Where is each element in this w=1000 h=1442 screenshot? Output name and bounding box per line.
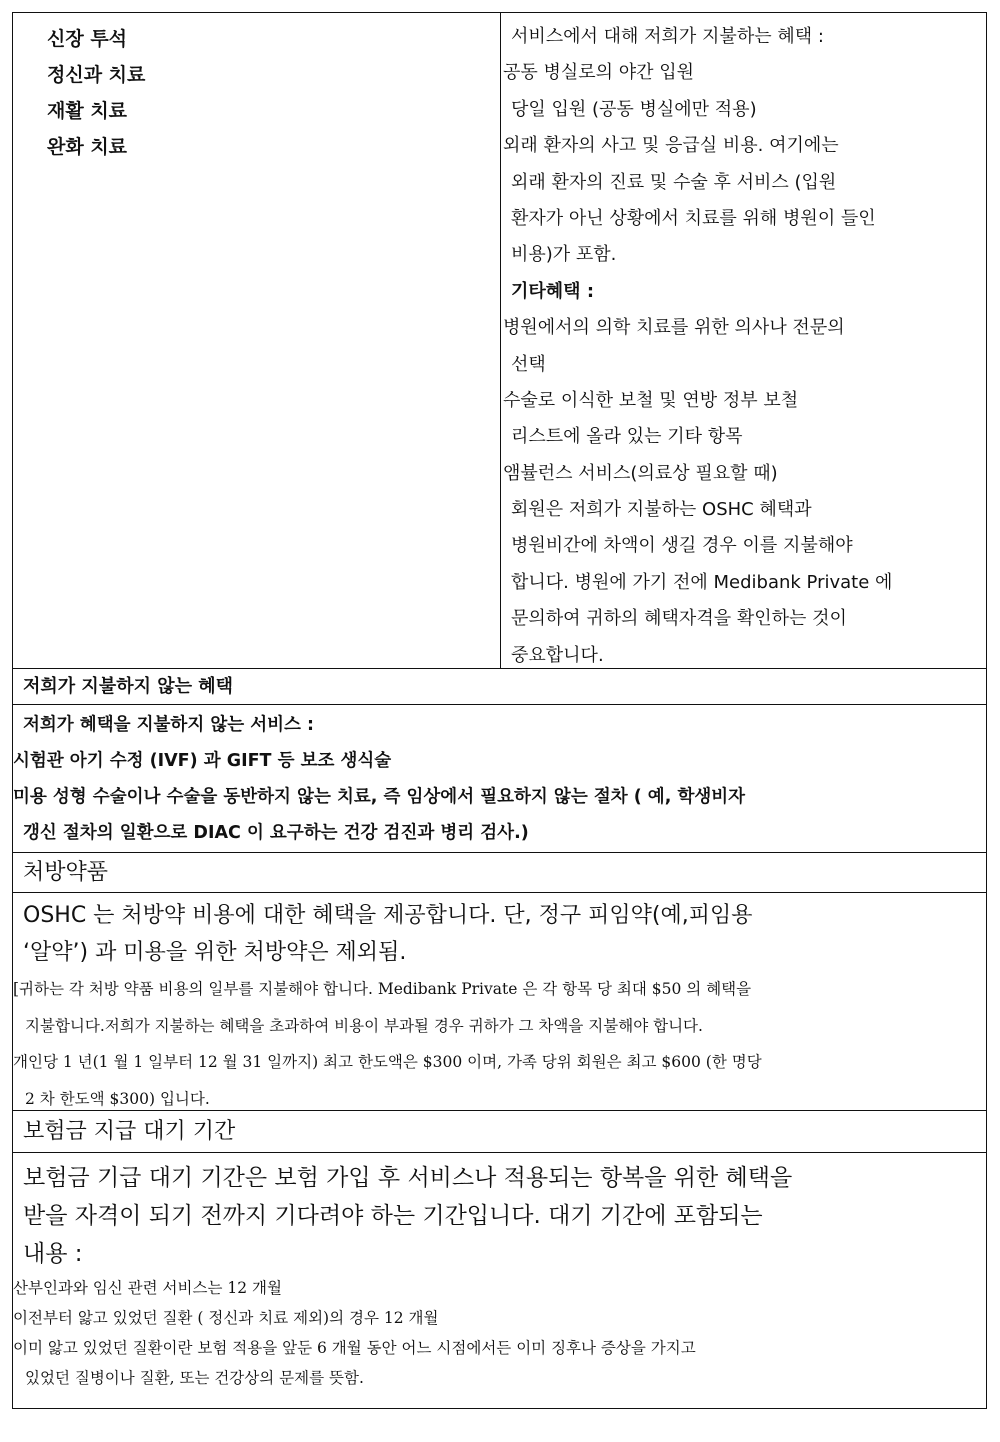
- service-item-psychiatric: 정신과 치료: [47, 64, 146, 86]
- paid-line: 외래 환자의 사고 및 응급실 비용. 여기에는: [503, 135, 839, 157]
- waiting-text: 받을 자격이 되기 전까지 기다려야 하는 기간입니다. 대기 기간에 포함되는: [23, 1203, 763, 1229]
- waiting-note: 산부인과와 임신 관련 서비스는 12 개월: [13, 1279, 282, 1297]
- paid-line: 중요합니다.: [511, 644, 604, 666]
- paid-line: 병원에서의 의학 치료를 위한 의사나 전문의: [503, 317, 845, 339]
- paid-line: 외래 환자의 진료 및 수술 후 서비스 (입원: [511, 171, 837, 193]
- waiting-note: 있었던 질병이나 질환, 또는 건강상의 문제를 뜻함.: [25, 1369, 364, 1387]
- service-item-rehab: 재활 치료: [47, 100, 128, 122]
- paid-line: 당일 입원 (공동 병실에만 적용): [511, 98, 757, 120]
- prescription-text: ‘알약’) 과 미용을 위한 처방약은 제외됨.: [23, 940, 407, 965]
- other-benefits-heading: 기타혜택 :: [511, 280, 595, 302]
- paid-line: 공동 병실로의 야간 입원: [503, 62, 695, 84]
- document-table: [12, 12, 987, 1409]
- paid-intro: 서비스에서 대해 저희가 지불하는 혜택 :: [511, 26, 824, 47]
- paid-line: 수술로 이식한 보철 및 연방 정부 보철: [503, 389, 799, 411]
- paid-benefits-detail: [501, 13, 986, 668]
- paid-line: 환자가 아닌 상황에서 치료를 위해 병원이 들인: [511, 207, 876, 229]
- not-paid-item: 시험관 아기 수정 (IVF) 과 GIFT 등 보조 생식술: [13, 751, 392, 771]
- not-paid-item: 갱신 절차의 일환으로 DIAC 이 요구하는 건강 검진과 병리 검사.): [23, 823, 529, 843]
- covered-services-list: [13, 13, 501, 668]
- paid-line: 문의하여 귀하의 혜택자격을 확인하는 것이: [511, 608, 847, 630]
- prescription-text: OSHC 는 처방약 비용에 대한 혜택을 제공합니다. 단, 정구 피임약(예,피임용: [23, 903, 753, 928]
- paid-line: 앰뷸런스 서비스(의료상 필요할 때): [503, 462, 778, 484]
- prescription-note: [귀하는 각 처방 약품 비용의 일부를 지불해야 합니다. Medibank Private 은 각 항목 당 최대 $50 의 혜택을: [13, 980, 752, 998]
- paid-line: 회원은 저희가 지불하는 OSHC 혜택과: [511, 499, 812, 521]
- paid-line: 비용)가 포함.: [511, 244, 617, 266]
- prescription-note: 지불합니다.저희가 지불하는 혜택을 초과하여 비용이 부과될 경우 귀하가 그 차액을 지불해야 합니다.: [25, 1016, 703, 1035]
- service-item-palliative: 완화 치료: [47, 136, 128, 158]
- not-paid-heading: 저희가 지불하지 않는 혜택: [13, 669, 986, 705]
- waiting-note: 이미 앓고 있었던 질환이란 보험 적용을 앞둔 6 개월 동안 어느 시점에서든 이미 징후나 증상을 가지고: [13, 1339, 696, 1357]
- prescription-heading: 처방약품: [13, 853, 986, 893]
- waiting-period-section: [13, 1153, 986, 1408]
- benefits-row: [13, 13, 986, 669]
- prescription-note: 개인당 1 년(1 월 1 일부터 12 월 31 일까지) 최고 한도액은 $300 이며, 가족 당위 회원은 최고 $600 (한 명당: [13, 1053, 762, 1071]
- not-paid-section: [13, 705, 986, 853]
- paid-line: 병원비간에 차액이 생길 경우 이를 지불해야: [511, 535, 853, 557]
- waiting-text: 내용 :: [23, 1241, 83, 1267]
- not-paid-item: 미용 성형 수술이나 수술을 동반하지 않는 치료, 즉 임상에서 필요하지 않는 절차 ( 예, 학생비자: [13, 787, 746, 807]
- waiting-text: 보험금 기급 대기 기간은 보험 가입 후 서비스나 적용되는 항복을 위한 혜택을: [23, 1165, 793, 1191]
- paid-line: 합니다. 병원에 가기 전에 Medibank Private 에: [511, 571, 893, 593]
- prescription-note: 2 차 한도액 $300) 입니다.: [25, 1089, 210, 1108]
- paid-line: 리스트에 올라 있는 기타 항목: [511, 426, 743, 448]
- paid-line: 선택: [511, 353, 546, 375]
- prescription-section: [13, 893, 986, 1111]
- service-item-dialysis: 신장 투석: [47, 28, 128, 50]
- waiting-note: 이전부터 앓고 있었던 질환 ( 정신과 치료 제외)의 경우 12 개월: [13, 1309, 439, 1327]
- waiting-period-heading: 보험금 지급 대기 기간: [13, 1111, 986, 1153]
- not-paid-intro: 저희가 혜택을 지불하지 않는 서비스 :: [23, 715, 315, 735]
